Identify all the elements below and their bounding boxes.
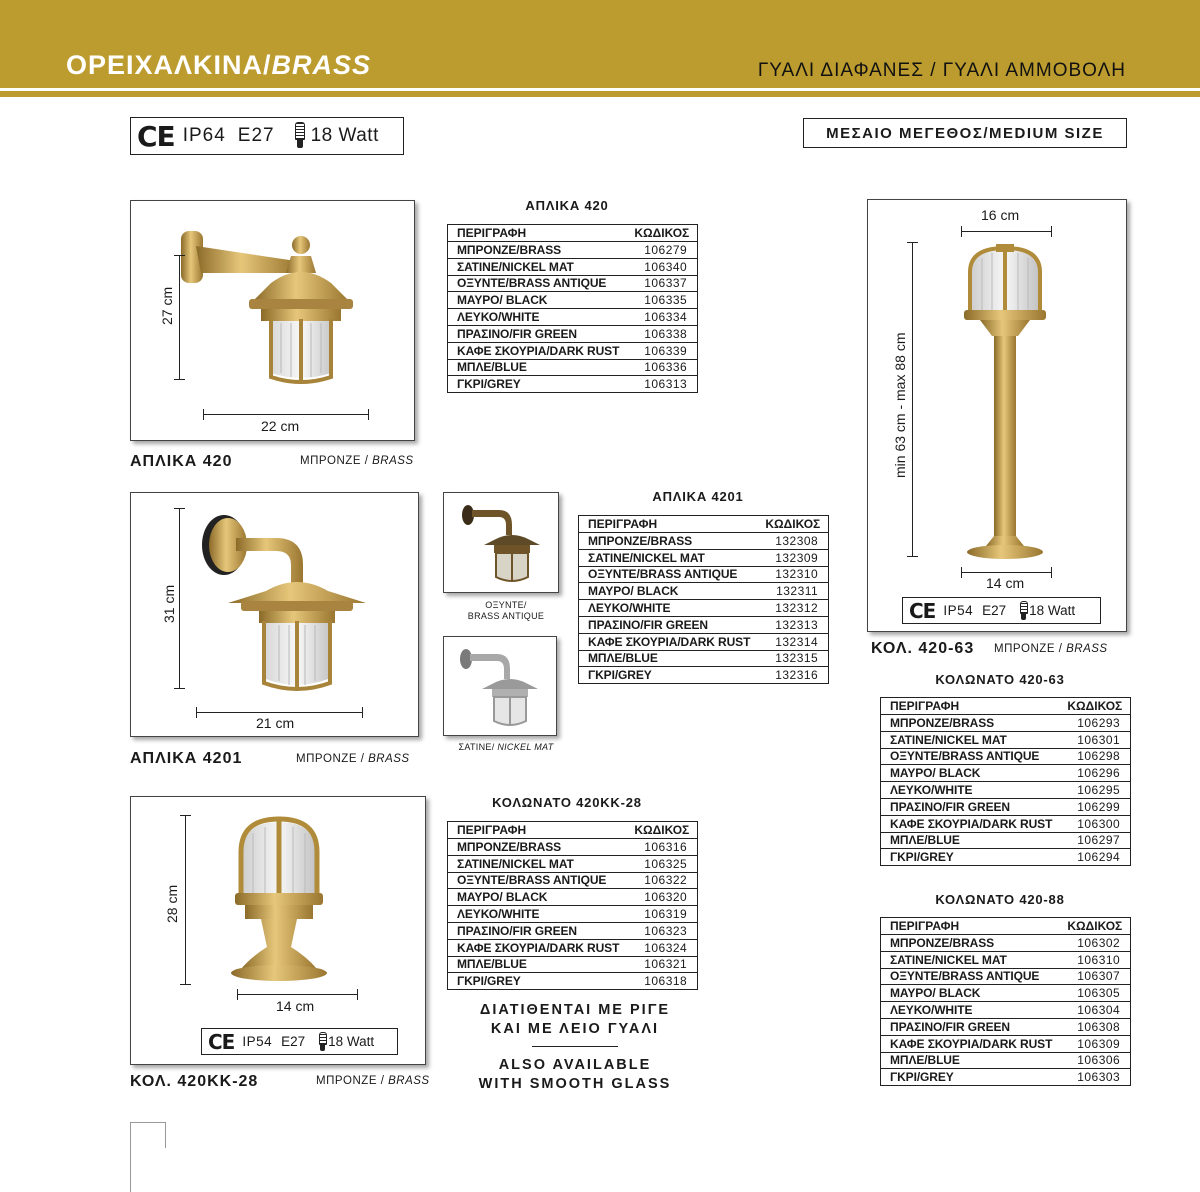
color-name: ΠΡΑΣΙΝΟ/FIR GREEN <box>448 325 626 342</box>
table-row <box>881 849 1131 866</box>
product-code: 106318 <box>644 974 688 989</box>
note-english: ALSO AVAILABLE WITH SMOOTH GLASS <box>478 1057 672 1092</box>
product-code: 132313 <box>756 616 828 633</box>
bulb-icon <box>1018 601 1029 621</box>
product-code: 132316 <box>775 668 819 683</box>
product-code: 106295 <box>1058 782 1130 799</box>
code-table-420-88 <box>880 917 1131 1086</box>
product-caption-4201: ΑΠΛΙΚΑ 4201 <box>130 750 243 767</box>
product-code: 106335 <box>625 292 697 309</box>
code-table-420kk-28 <box>447 821 698 990</box>
color-name: ΓΚΡΙ/GREY <box>890 850 954 865</box>
height-label: 28 cm <box>164 884 180 923</box>
table-row <box>448 309 698 326</box>
page-title: ΟΡΕΙΧΑΛΚΙΝΑ/BRASS <box>66 50 372 80</box>
size-label: ΜΕΣΑΙΟ ΜΕΓΕΘΟΣ/MEDIUM SIZE <box>803 118 1127 148</box>
color-name: ΓΚΡΙ/GREY <box>457 974 521 989</box>
wattage: 18 Watt <box>310 125 379 146</box>
product-caption-420-63: ΚΟΛ. 420-63 <box>871 640 975 657</box>
height-label: min 63 cm - max 88 cm <box>892 332 908 478</box>
crop-mark <box>160 1122 166 1148</box>
color-name: ΜΑΥΡΟ/ BLACK <box>881 985 1059 1002</box>
color-name: ΜΑΥΡΟ/ BLACK <box>579 583 757 600</box>
product-code: 106324 <box>625 939 697 956</box>
table-row <box>881 1018 1131 1035</box>
color-name: ΓΚΡΙ/GREY <box>588 668 652 683</box>
variant-photo-brass-antique <box>443 492 559 593</box>
color-name: ΣΑΤΙΝΕ/NICKEL MAT <box>881 951 1059 968</box>
table-header-desc: ΠΕΡΙΓΡΑΦΗ <box>881 918 1059 935</box>
table-row <box>579 650 829 667</box>
color-name: ΛΕΥΚΟ/WHITE <box>448 906 626 923</box>
color-name: ΜΠΛΕ/BLUE <box>881 832 1059 849</box>
color-name: ΣΑΤΙΝΕ/NICKEL MAT <box>448 855 626 872</box>
height-dimension-line <box>912 242 913 557</box>
color-name: ΜΠΛΕ/BLUE <box>448 359 626 376</box>
table-header-desc: ΠΕΡΙΓΡΑΦΗ <box>881 698 1059 715</box>
product-photo-420kk-28 <box>130 796 426 1065</box>
specs-box <box>130 117 404 155</box>
table-row <box>881 765 1131 782</box>
table-title-420kk-28: ΚΟΛΩΝΑΤΟ 420ΚΚ-28 <box>492 795 642 810</box>
color-name: ΓΚΡΙ/GREY <box>457 377 521 392</box>
ip-rating: IP64 <box>182 125 226 146</box>
table-header-code: ΚΩΔΙΚΟΣ <box>625 822 697 839</box>
page-subtitle: ΓΥΑΛΙ ΔΙΑΦΑΝΕΣ / ΓΥΑΛΙ ΑΜΜΟΒΟΛΗ <box>757 60 1126 81</box>
table-title-4201: ΑΠΛΙΚΑ 4201 <box>652 489 744 504</box>
product-code: 132314 <box>756 633 828 650</box>
color-name: ΛΕΥΚΟ/WHITE <box>579 600 757 617</box>
color-name: ΛΕΥΚΟ/WHITE <box>448 309 626 326</box>
product-code: 106306 <box>1058 1052 1130 1069</box>
product-code: 106296 <box>1058 765 1130 782</box>
table-row <box>579 616 829 633</box>
color-name: ΚΑΦΕ ΣΚΟΥΡΙΑ/DARK RUST <box>448 342 626 359</box>
color-name: ΜΠΡΟΝΖΕ/BRASS <box>448 839 626 856</box>
width-label: 14 cm <box>276 998 315 1014</box>
table-row <box>579 533 829 550</box>
product-code: 106319 <box>625 906 697 923</box>
table-row <box>881 1052 1131 1069</box>
variant-lamp-antique-image <box>444 493 560 594</box>
product-code: 132312 <box>756 600 828 617</box>
finish-label-4201: ΜΠΡΟΝΖΕ / BRASS <box>296 753 410 765</box>
header-underline <box>0 91 1200 97</box>
product-photo-420 <box>130 200 415 441</box>
width-dimension-line <box>196 712 363 713</box>
table-row <box>881 951 1131 968</box>
product-code: 106340 <box>625 258 697 275</box>
product-code: 106297 <box>1058 832 1130 849</box>
product-code: 106310 <box>1058 951 1130 968</box>
table-header-desc: ΠΕΡΙΓΡΑΦΗ <box>579 516 757 533</box>
product-code: 132315 <box>756 650 828 667</box>
product-code: 106294 <box>1077 850 1121 865</box>
color-name: ΣΑΤΙΝΕ/NICKEL MAT <box>881 731 1059 748</box>
table-title-420: ΑΠΛΙΚΑ 420 <box>525 198 609 213</box>
product-code: 106321 <box>625 956 697 973</box>
color-name: ΜΠΛΕ/BLUE <box>579 650 757 667</box>
table-row <box>448 973 698 990</box>
note-divider <box>532 1046 618 1047</box>
code-table-420 <box>447 224 698 393</box>
table-row <box>579 583 829 600</box>
finish-label-420kk-28: ΜΠΡΟΝΖΕ / BRASS <box>316 1075 430 1087</box>
ce-mark-icon: CE <box>137 119 175 153</box>
table-header-code: ΚΩΔΙΚΟΣ <box>756 516 828 533</box>
color-name: ΚΑΦΕ ΣΚΟΥΡΙΑ/DARK RUST <box>881 1035 1059 1052</box>
table-row <box>448 939 698 956</box>
height-dimension-line <box>185 815 186 985</box>
product-code: 106309 <box>1058 1035 1130 1052</box>
height-label: 27 cm <box>159 286 175 325</box>
table-row <box>881 748 1131 765</box>
product-code: 106323 <box>625 922 697 939</box>
top-width-label: 16 cm <box>981 207 1020 223</box>
table-row <box>881 985 1131 1002</box>
color-name: ΠΡΑΣΙΝΟ/FIR GREEN <box>881 798 1059 815</box>
table-header-code: ΚΩΔΙΚΟΣ <box>625 225 697 242</box>
finish-label-420-63: ΜΠΡΟΝΖΕ / BRASS <box>994 643 1108 655</box>
socket-type: E27 <box>237 125 275 146</box>
table-header-desc: ΠΕΡΙΓΡΑΦΗ <box>448 822 626 839</box>
product-code: 106336 <box>625 359 697 376</box>
table-row <box>448 855 698 872</box>
table-row <box>881 731 1131 748</box>
table-row <box>448 889 698 906</box>
product-code: 106337 <box>625 275 697 292</box>
color-name: ΣΑΤΙΝΕ/NICKEL MAT <box>448 258 626 275</box>
table-row <box>448 956 698 973</box>
code-table-420-63 <box>880 697 1131 866</box>
product-code: 106304 <box>1058 1002 1130 1019</box>
socket-type: E27 <box>281 1034 306 1049</box>
table-title-420-88: ΚΟΛΩΝΑΤΟ 420-88 <box>935 892 1065 907</box>
specs-box-420-63 <box>902 597 1101 624</box>
ip-rating: IP54 <box>242 1034 273 1049</box>
width-dimension-line <box>203 414 369 415</box>
table-header-desc: ΠΕΡΙΓΡΑΦΗ <box>448 225 626 242</box>
code-table-4201 <box>578 515 829 684</box>
table-row <box>881 832 1131 849</box>
table-row <box>448 922 698 939</box>
variant-caption-nickel: ΣΑΤΙΝΕ/ NICKEL MAT <box>458 742 554 752</box>
product-code: 106313 <box>644 377 688 392</box>
table-row <box>579 667 829 684</box>
product-code: 132309 <box>756 549 828 566</box>
variant-photo-nickel <box>443 636 557 736</box>
color-name: ΚΑΦΕ ΣΚΟΥΡΙΑ/DARK RUST <box>881 815 1059 832</box>
table-row <box>448 275 698 292</box>
table-row <box>881 1035 1131 1052</box>
table-row <box>448 872 698 889</box>
product-code: 106300 <box>1058 815 1130 832</box>
table-row <box>579 600 829 617</box>
variant-lamp-nickel-image <box>444 637 558 737</box>
table-row <box>881 815 1131 832</box>
product-photo-4201 <box>130 492 419 737</box>
product-code: 106338 <box>625 325 697 342</box>
specs-box-420kk-28 <box>201 1028 398 1055</box>
color-name: ΠΡΑΣΙΝΟ/FIR GREEN <box>579 616 757 633</box>
bulb-icon <box>317 1032 328 1052</box>
variant-caption-antique: ΟΞΥΝΤΕ/ BRASS ANTIQUE <box>467 600 545 621</box>
product-code: 106320 <box>625 889 697 906</box>
height-label: 31 cm <box>161 584 177 623</box>
color-name: ΜΠΡΟΝΖΕ/BRASS <box>579 533 757 550</box>
color-name: ΜΠΡΟΝΖΕ/BRASS <box>881 935 1059 952</box>
table-row <box>579 633 829 650</box>
product-code: 106334 <box>625 309 697 326</box>
table-row <box>881 935 1131 952</box>
ce-mark-icon: CE <box>909 598 936 623</box>
height-dimension-line <box>179 508 180 689</box>
table-row <box>448 325 698 342</box>
color-name: ΚΑΦΕ ΣΚΟΥΡΙΑ/DARK RUST <box>579 633 757 650</box>
top-width-dimension-line <box>961 231 1052 232</box>
color-name: ΠΡΑΣΙΝΟ/FIR GREEN <box>448 922 626 939</box>
table-row <box>448 359 698 376</box>
color-name: ΛΕΥΚΟ/WHITE <box>881 1002 1059 1019</box>
ce-mark-icon: CE <box>208 1029 235 1054</box>
product-code: 132310 <box>756 566 828 583</box>
table-header-code: ΚΩΔΙΚΟΣ <box>1058 698 1130 715</box>
finish-label-420: ΜΠΡΟΝΖΕ / BRASS <box>300 455 414 467</box>
product-code: 106325 <box>625 855 697 872</box>
width-label: 22 cm <box>261 418 300 434</box>
table-title-420-63: ΚΟΛΩΝΑΤΟ 420-63 <box>935 672 1065 687</box>
color-name: ΜΠΛΕ/BLUE <box>448 956 626 973</box>
table-header-code: ΚΩΔΙΚΟΣ <box>1058 918 1130 935</box>
color-name: ΟΞΥΝΤΕ/BRASS ANTIQUE <box>881 968 1059 985</box>
width-label: 21 cm <box>256 715 295 731</box>
table-row <box>881 715 1131 732</box>
product-code: 106305 <box>1058 985 1130 1002</box>
color-name: ΜΑΥΡΟ/ BLACK <box>881 765 1059 782</box>
product-code: 132311 <box>756 583 828 600</box>
product-code: 106299 <box>1058 798 1130 815</box>
note-greek: ΔΙΑΤΙΘΕΝΤΑΙ ΜΕ ΡΙΓΕ ΚΑΙ ΜΕ ΛΕΙΟ ΓΥΑΛΙ <box>479 1002 671 1037</box>
table-row <box>448 906 698 923</box>
base-width-label: 14 cm <box>986 575 1025 591</box>
wattage: 18 Watt <box>328 1034 375 1049</box>
table-row <box>448 839 698 856</box>
color-name: ΚΑΦΕ ΣΚΟΥΡΙΑ/DARK RUST <box>448 939 626 956</box>
product-code: 106279 <box>625 242 697 259</box>
width-dimension-line <box>237 994 358 995</box>
table-row <box>881 1002 1131 1019</box>
color-name: ΜΑΥΡΟ/ BLACK <box>448 292 626 309</box>
color-name: ΓΚΡΙ/GREY <box>890 1070 954 1085</box>
product-code: 106308 <box>1058 1018 1130 1035</box>
color-name: ΣΑΤΙΝΕ/NICKEL MAT <box>579 549 757 566</box>
product-code: 106293 <box>1058 715 1130 732</box>
socket-type: E27 <box>982 603 1007 618</box>
color-name: ΜΠΡΟΝΖΕ/BRASS <box>881 715 1059 732</box>
product-photo-420-63 <box>867 199 1127 632</box>
product-caption-420: ΑΠΛΙΚΑ 420 <box>130 453 233 470</box>
color-name: ΜΠΡΟΝΖΕ/BRASS <box>448 242 626 259</box>
table-row <box>448 258 698 275</box>
ip-rating: IP54 <box>943 603 974 618</box>
product-code: 106298 <box>1058 748 1130 765</box>
product-caption-420kk-28: ΚΟΛ. 420ΚΚ-28 <box>130 1073 259 1090</box>
table-row <box>881 1069 1131 1086</box>
table-row <box>448 242 698 259</box>
product-code: 106316 <box>625 839 697 856</box>
color-name: ΟΞΥΝΤΕ/BRASS ANTIQUE <box>881 748 1059 765</box>
post-lamp-420kk-28-image <box>131 797 427 1066</box>
product-code: 106303 <box>1077 1070 1121 1085</box>
table-row <box>448 292 698 309</box>
product-code: 106322 <box>625 872 697 889</box>
color-name: ΜΠΛΕ/BLUE <box>881 1052 1059 1069</box>
wattage: 18 Watt <box>1029 603 1076 618</box>
color-name: ΜΑΥΡΟ/ BLACK <box>448 889 626 906</box>
table-row <box>881 968 1131 985</box>
bulb-icon <box>293 122 307 150</box>
color-name: ΛΕΥΚΟ/WHITE <box>881 782 1059 799</box>
table-row <box>448 376 698 393</box>
color-name: ΟΞΥΝΤΕ/BRASS ANTIQUE <box>579 566 757 583</box>
table-row <box>579 549 829 566</box>
height-dimension-line <box>179 255 180 380</box>
product-code: 106339 <box>625 342 697 359</box>
table-row <box>579 566 829 583</box>
color-name: ΟΞΥΝΤΕ/BRASS ANTIQUE <box>448 872 626 889</box>
product-code: 106302 <box>1058 935 1130 952</box>
table-row <box>448 342 698 359</box>
color-name: ΠΡΑΣΙΝΟ/FIR GREEN <box>881 1018 1059 1035</box>
table-row <box>881 798 1131 815</box>
product-code: 106307 <box>1058 968 1130 985</box>
table-row <box>881 782 1131 799</box>
product-code: 132308 <box>756 533 828 550</box>
base-width-dimension-line <box>961 572 1052 573</box>
product-code: 106301 <box>1058 731 1130 748</box>
color-name: ΟΞΥΝΤΕ/BRASS ANTIQUE <box>448 275 626 292</box>
